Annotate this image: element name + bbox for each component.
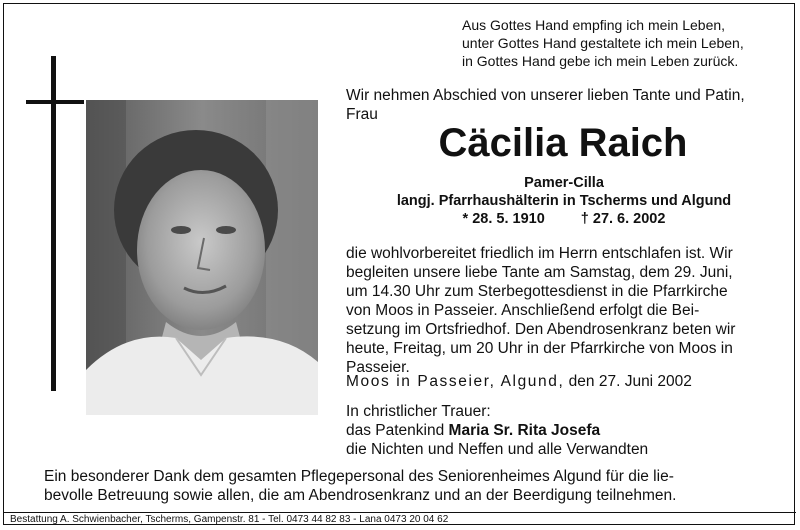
place-date [346, 372, 786, 391]
thanks-line: Ein besonderer Dank dem gesamten Pflegepersonal des Seniorenheimes Algund für die lie- [44, 468, 674, 485]
body-line: die wohlvorbereitet friedlich im Herrn entschlafen ist. Wir [346, 245, 733, 262]
godchild-line [346, 421, 786, 440]
body-line: setzung im Ortsfriedhof. Den Abendrosenkranz beten wir [346, 321, 736, 338]
thanks-line: bevolle Betreuung sowie allen, die am Abendrosenkranz und an der Beerdigung teilnehmen. [44, 487, 677, 504]
body-line: um 14.30 Uhr zum Sterbegottesdienst in die Pfarrkirche [346, 283, 728, 300]
poem [462, 16, 792, 70]
place-names: Moos in Passeier, Algund, [346, 373, 565, 390]
notice-date: den 27. Juni 2002 [568, 373, 692, 390]
godchild-name: Maria Sr. Rita Josefa [448, 422, 601, 439]
thanks-text [44, 467, 784, 505]
cross-icon [26, 56, 84, 391]
funeral-details [346, 244, 786, 377]
mourners [346, 402, 786, 459]
poem-line: Aus Gottes Hand empfing ich mein Leben, [462, 17, 726, 33]
body-line: Passeier. [346, 359, 410, 376]
funeral-home-footer: Bestattung A. Schwienbacher, Tscherms, Gampenstr. 81 - Tel. 0473 44 82 83 - Lana 0473 20 04 62 [4, 512, 796, 526]
life-dates [334, 210, 794, 228]
obituary-notice [3, 3, 795, 525]
poem-line: unter Gottes Hand gestaltete ich mein Leben, [462, 35, 744, 51]
mourning-heading: In christlicher Trauer: [346, 403, 491, 420]
body-line: begleiten unsere liebe Tante am Samstag, dem 29. Juni, [346, 264, 733, 281]
birth-date: * 28. 5. 1910 [462, 211, 545, 227]
relatives-line: die Nichten und Neffen und alle Verwandten [346, 441, 649, 458]
intro-line: Wir nehmen Abschied von unserer lieben Tante und Patin, [346, 87, 745, 104]
deceased-occupation: langj. Pfarrhaushälterin in Tscherms und Algund [396, 193, 732, 209]
body-line: von Moos in Passeier. Anschließend erfolgt die Bei- [346, 302, 700, 319]
death-date: † 27. 6. 2002 [580, 211, 666, 227]
deceased-details [334, 174, 794, 228]
body-line: heute, Freitag, um 20 Uhr in der Pfarrkirche von Moos in [346, 340, 733, 357]
intro-line: Frau [346, 106, 378, 123]
portrait-photo-image [86, 100, 318, 415]
godchild-prefix: das Patenkind [346, 422, 449, 439]
poem-line: in Gottes Hand gebe ich mein Leben zurück. [462, 53, 739, 69]
deceased-nickname: Pamer-Cilla [524, 175, 604, 191]
deceased-name: Cäcilia Raich [438, 121, 688, 165]
portrait-photo [86, 100, 318, 415]
